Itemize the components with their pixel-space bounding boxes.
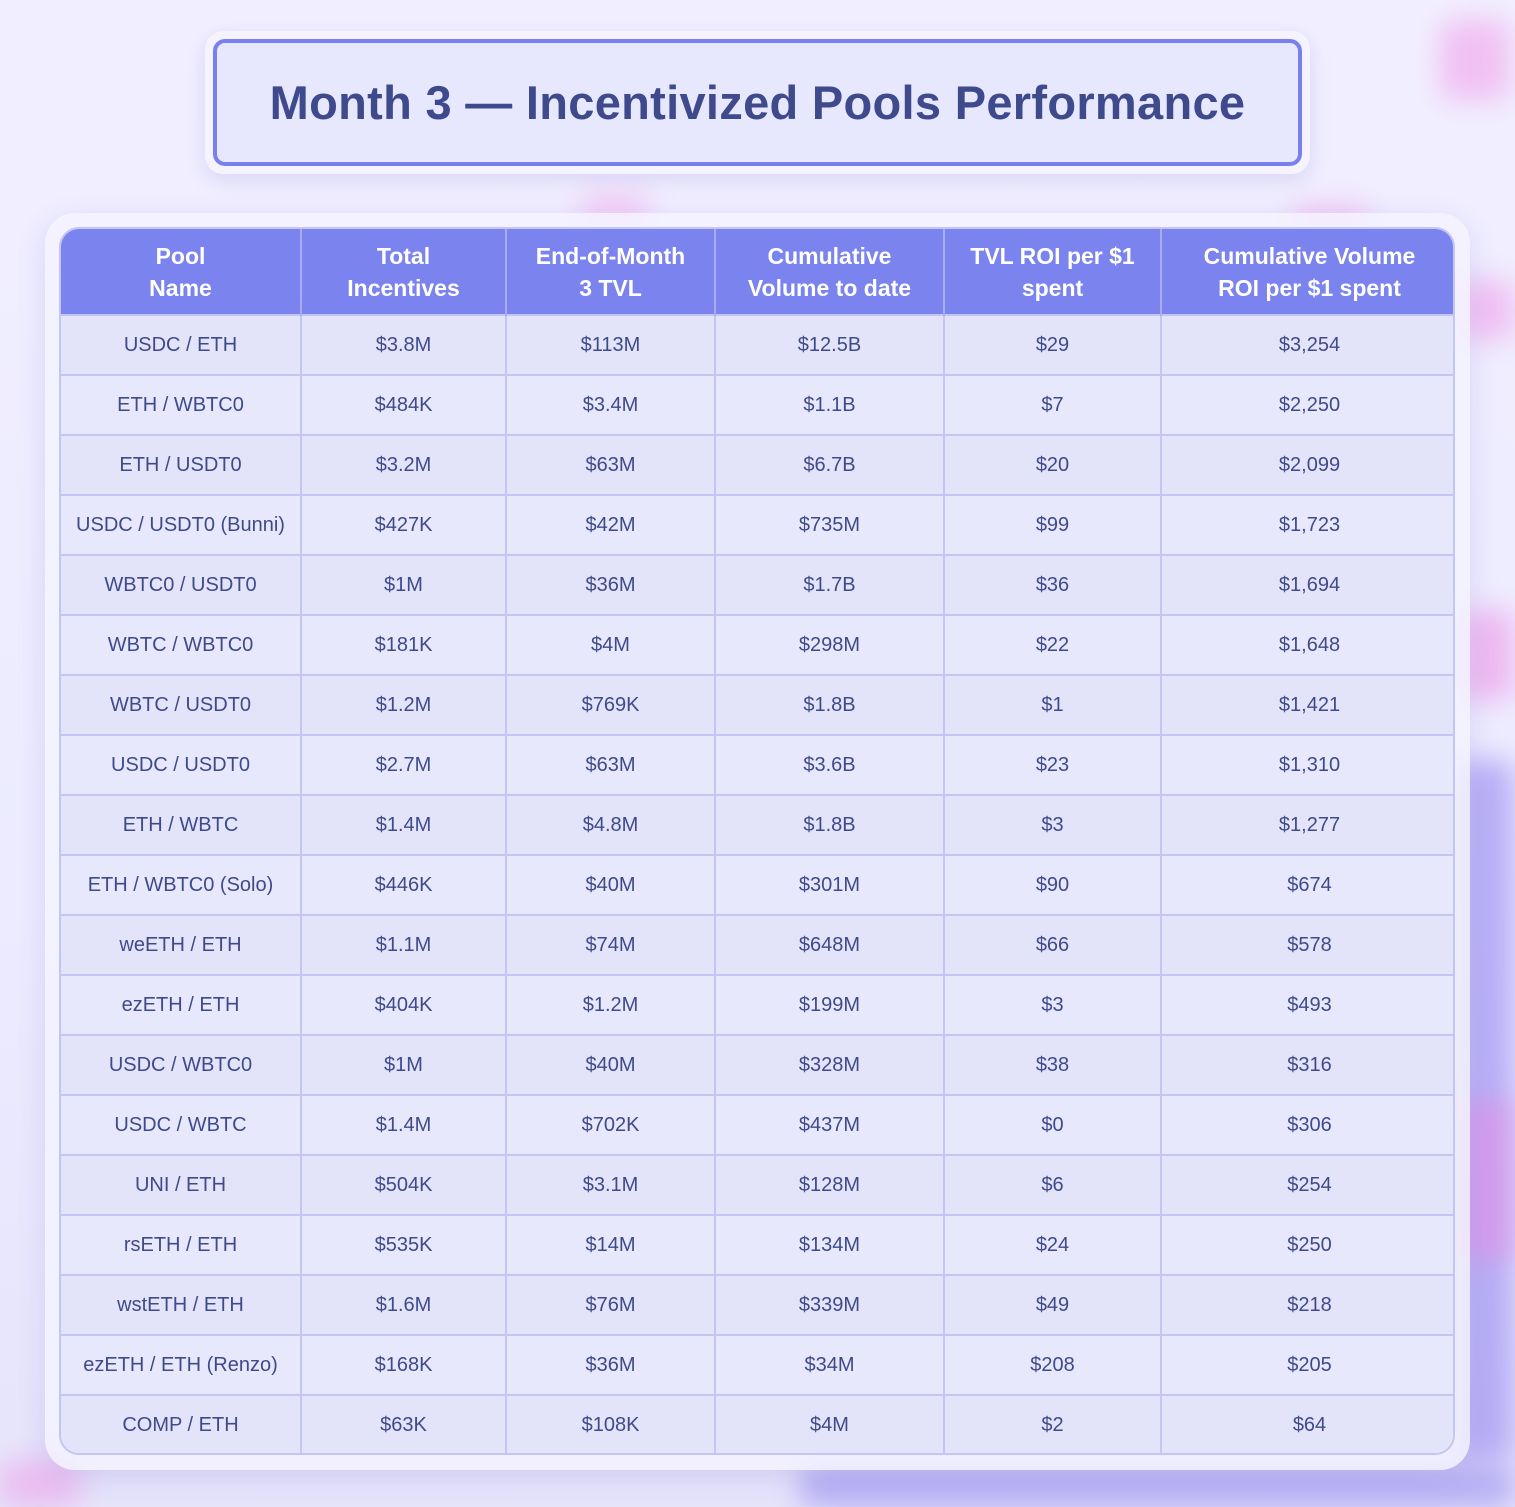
value-cell: $3.4M — [506, 375, 715, 435]
value-cell: $339M — [715, 1275, 944, 1335]
title-panel — [205, 31, 1310, 174]
column-header-1 — [301, 229, 506, 315]
table-row — [61, 615, 1455, 675]
value-cell: $208 — [944, 1335, 1161, 1395]
value-cell: $134M — [715, 1215, 944, 1275]
value-cell: $181K — [301, 615, 506, 675]
value-cell: $1.4M — [301, 795, 506, 855]
value-cell: $218 — [1161, 1275, 1455, 1335]
value-cell: $2.7M — [301, 735, 506, 795]
table-row — [61, 915, 1455, 975]
value-cell: $1,310 — [1161, 735, 1455, 795]
column-header-3 — [715, 229, 944, 315]
table-row — [61, 675, 1455, 735]
column-header-2 — [506, 229, 715, 315]
pool-name-cell: USDC / USDT0 (Bunni) — [61, 495, 301, 555]
table-row — [61, 1335, 1455, 1395]
value-cell: $504K — [301, 1155, 506, 1215]
value-cell: $3,254 — [1161, 315, 1455, 375]
table-row — [61, 375, 1455, 435]
value-cell: $437M — [715, 1095, 944, 1155]
value-cell: $306 — [1161, 1095, 1455, 1155]
table-row — [61, 735, 1455, 795]
column-header-line: Total — [376, 242, 431, 269]
table-row — [61, 435, 1455, 495]
table-row — [61, 1095, 1455, 1155]
column-header-4 — [944, 229, 1161, 315]
value-cell: $14M — [506, 1215, 715, 1275]
value-cell: $0 — [944, 1095, 1161, 1155]
value-cell: $42M — [506, 495, 715, 555]
background-blob-8 — [800, 1465, 1515, 1507]
value-cell: $40M — [506, 855, 715, 915]
pool-name-cell: wstETH / ETH — [61, 1275, 301, 1335]
value-cell: $316 — [1161, 1035, 1455, 1095]
pool-name-cell: ezETH / ETH (Renzo) — [61, 1335, 301, 1395]
pool-name-cell: COMP / ETH — [61, 1395, 301, 1455]
pool-name-cell: ezETH / ETH — [61, 975, 301, 1035]
value-cell: $38 — [944, 1035, 1161, 1095]
value-cell: $113M — [506, 315, 715, 375]
value-cell: $1.7B — [715, 555, 944, 615]
pools-table — [61, 229, 1455, 1455]
value-cell: $1,421 — [1161, 675, 1455, 735]
column-header-line: Incentives — [347, 274, 460, 301]
column-header-line: TVL ROI per $1 — [970, 242, 1135, 269]
value-cell: $250 — [1161, 1215, 1455, 1275]
table-row — [61, 555, 1455, 615]
column-header-line: Name — [149, 274, 212, 301]
value-cell: $3.2M — [301, 435, 506, 495]
table-row — [61, 855, 1455, 915]
value-cell: $674 — [1161, 855, 1455, 915]
value-cell: $1.2M — [506, 975, 715, 1035]
value-cell: $205 — [1161, 1335, 1455, 1395]
pool-name-cell: USDC / WBTC — [61, 1095, 301, 1155]
column-header-line: Cumulative — [767, 242, 892, 269]
value-cell: $12.5B — [715, 315, 944, 375]
value-cell: $1.1M — [301, 915, 506, 975]
pool-name-cell: ETH / WBTC0 — [61, 375, 301, 435]
value-cell: $108K — [506, 1395, 715, 1455]
value-cell: $404K — [301, 975, 506, 1035]
value-cell: $36M — [506, 1335, 715, 1395]
value-cell: $1M — [301, 555, 506, 615]
value-cell: $63K — [301, 1395, 506, 1455]
table-row — [61, 495, 1455, 555]
value-cell: $1.4M — [301, 1095, 506, 1155]
value-cell: $63M — [506, 735, 715, 795]
value-cell: $168K — [301, 1335, 506, 1395]
value-cell: $199M — [715, 975, 944, 1035]
table-row — [61, 1275, 1455, 1335]
table-row — [61, 1155, 1455, 1215]
value-cell: $1,694 — [1161, 555, 1455, 615]
value-cell: $1.8B — [715, 675, 944, 735]
table-header-row — [61, 229, 1455, 315]
value-cell: $22 — [944, 615, 1161, 675]
pool-name-cell: ETH / WBTC — [61, 795, 301, 855]
value-cell: $427K — [301, 495, 506, 555]
value-cell: $99 — [944, 495, 1161, 555]
column-header-line: ROI per $1 spent — [1218, 274, 1401, 301]
value-cell: $1.2M — [301, 675, 506, 735]
value-cell: $6.7B — [715, 435, 944, 495]
pool-name-cell: rsETH / ETH — [61, 1215, 301, 1275]
value-cell: $6 — [944, 1155, 1161, 1215]
pool-name-cell: WBTC0 / USDT0 — [61, 555, 301, 615]
table-row — [61, 1035, 1455, 1095]
column-header-0 — [61, 229, 301, 315]
value-cell: $1,723 — [1161, 495, 1455, 555]
value-cell: $64 — [1161, 1395, 1455, 1455]
value-cell: $74M — [506, 915, 715, 975]
value-cell: $1.8B — [715, 795, 944, 855]
column-header-line: Pool — [155, 242, 206, 269]
value-cell: $769K — [506, 675, 715, 735]
value-cell: $535K — [301, 1215, 506, 1275]
value-cell: $3 — [944, 795, 1161, 855]
value-cell: $36 — [944, 555, 1161, 615]
value-cell: $1.1B — [715, 375, 944, 435]
value-cell: $7 — [944, 375, 1161, 435]
value-cell: $90 — [944, 855, 1161, 915]
column-header-line: spent — [1021, 274, 1084, 301]
value-cell: $1.6M — [301, 1275, 506, 1335]
value-cell: $76M — [506, 1275, 715, 1335]
pool-name-cell: WBTC / WBTC0 — [61, 615, 301, 675]
pool-name-cell: USDC / ETH — [61, 315, 301, 375]
value-cell: $254 — [1161, 1155, 1455, 1215]
value-cell: $20 — [944, 435, 1161, 495]
value-cell: $128M — [715, 1155, 944, 1215]
value-cell: $3.6B — [715, 735, 944, 795]
value-cell: $702K — [506, 1095, 715, 1155]
table-row — [61, 795, 1455, 855]
table-body — [61, 315, 1455, 1455]
background-blob-1 — [1440, 20, 1510, 100]
pool-name-cell: UNI / ETH — [61, 1155, 301, 1215]
value-cell: $4M — [715, 1395, 944, 1455]
value-cell: $1,648 — [1161, 615, 1455, 675]
value-cell: $578 — [1161, 915, 1455, 975]
page-title: Month 3 — Incentivized Pools Performance — [269, 76, 1246, 129]
pool-name-cell: USDC / USDT0 — [61, 735, 301, 795]
value-cell: $1M — [301, 1035, 506, 1095]
value-cell: $4M — [506, 615, 715, 675]
pools-table-card — [59, 227, 1455, 1455]
pool-name-cell: USDC / WBTC0 — [61, 1035, 301, 1095]
value-cell: $66 — [944, 915, 1161, 975]
value-cell: $2,099 — [1161, 435, 1455, 495]
value-cell: $301M — [715, 855, 944, 915]
value-cell: $36M — [506, 555, 715, 615]
value-cell: $24 — [944, 1215, 1161, 1275]
pool-name-cell: WBTC / USDT0 — [61, 675, 301, 735]
table-row — [61, 1395, 1455, 1455]
value-cell: $1 — [944, 675, 1161, 735]
value-cell: $298M — [715, 615, 944, 675]
column-header-line: End-of-Month — [535, 242, 686, 269]
pool-name-cell: weETH / ETH — [61, 915, 301, 975]
value-cell: $328M — [715, 1035, 944, 1095]
column-header-line: 3 TVL — [579, 274, 642, 301]
value-cell: $40M — [506, 1035, 715, 1095]
table-row — [61, 315, 1455, 375]
value-cell: $484K — [301, 375, 506, 435]
value-cell: $3.1M — [506, 1155, 715, 1215]
value-cell: $3 — [944, 975, 1161, 1035]
value-cell: $446K — [301, 855, 506, 915]
column-header-5 — [1161, 229, 1455, 315]
value-cell: $23 — [944, 735, 1161, 795]
value-cell: $63M — [506, 435, 715, 495]
title-box — [213, 39, 1302, 166]
value-cell: $2 — [944, 1395, 1161, 1455]
value-cell: $2,250 — [1161, 375, 1455, 435]
value-cell: $493 — [1161, 975, 1455, 1035]
value-cell: $49 — [944, 1275, 1161, 1335]
column-header-line: Volume to date — [747, 274, 912, 301]
column-header-line: Cumulative Volume — [1203, 242, 1416, 269]
pool-name-cell: ETH / WBTC0 (Solo) — [61, 855, 301, 915]
value-cell: $648M — [715, 915, 944, 975]
pool-name-cell: ETH / USDT0 — [61, 435, 301, 495]
value-cell: $1,277 — [1161, 795, 1455, 855]
value-cell: $29 — [944, 315, 1161, 375]
value-cell: $735M — [715, 495, 944, 555]
value-cell: $4.8M — [506, 795, 715, 855]
value-cell: $3.8M — [301, 315, 506, 375]
table-row — [61, 975, 1455, 1035]
value-cell: $34M — [715, 1335, 944, 1395]
table-frame — [45, 213, 1470, 1470]
table-row — [61, 1215, 1455, 1275]
